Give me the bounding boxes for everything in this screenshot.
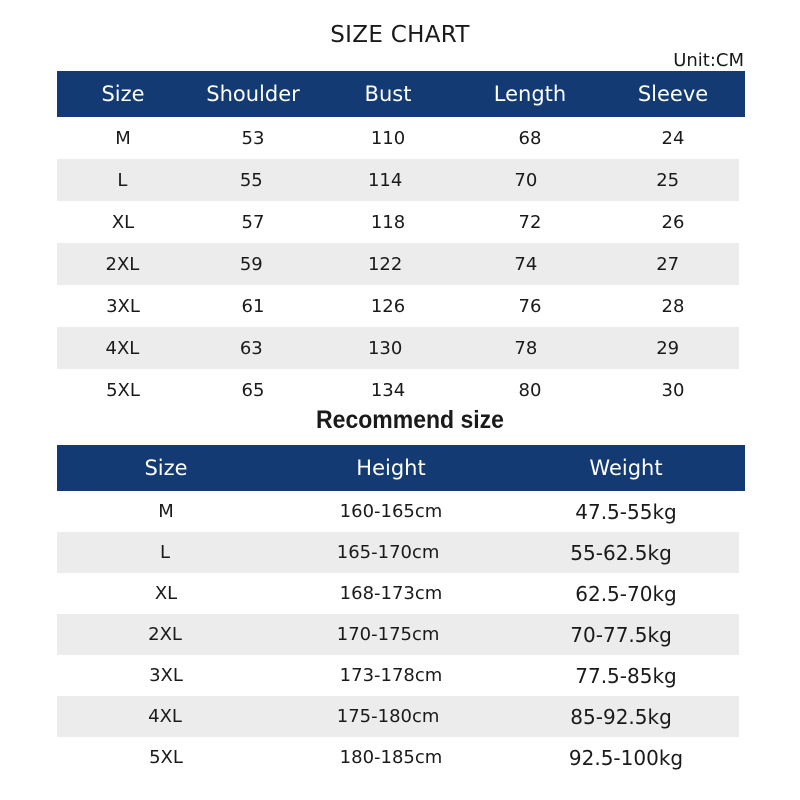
table-cell: 126 — [370, 295, 406, 317]
header-height: Height — [356, 456, 426, 480]
header-size: Size — [144, 456, 188, 480]
table-cell: 2XL — [105, 253, 140, 275]
table-cell: 134 — [370, 379, 406, 401]
table-cell: 59 — [239, 253, 263, 275]
table-cell: 4XL — [105, 337, 140, 359]
table-row — [57, 117, 745, 159]
table-row — [57, 737, 745, 778]
table-cell: 2XL — [148, 624, 182, 645]
table-cell: M — [158, 501, 174, 522]
table-row — [57, 201, 745, 243]
table-cell: XL — [111, 211, 135, 233]
table-cell: 118 — [370, 211, 406, 233]
table-row — [57, 491, 745, 532]
table-cell: 26 — [661, 211, 685, 233]
table-cell: XL — [154, 583, 178, 604]
table-cell: 170-175cm — [336, 624, 440, 645]
table-cell: 175-180cm — [336, 706, 440, 727]
table-cell: 92.5-100kg — [568, 745, 684, 770]
table-cell: 70 — [514, 169, 538, 191]
table-cell: 4XL — [148, 706, 182, 727]
table-cell: 76 — [518, 295, 542, 317]
table-row — [57, 532, 739, 573]
table-cell: 122 — [367, 253, 403, 275]
header-bust: Bust — [364, 82, 412, 106]
table-cell: 29 — [656, 337, 680, 359]
table-cell: 65 — [241, 379, 265, 401]
table-cell: 24 — [661, 127, 685, 149]
table-cell: 110 — [370, 127, 406, 149]
table-cell: 3XL — [106, 295, 140, 317]
table-cell: 55-62.5kg — [570, 540, 672, 565]
table-row — [57, 285, 745, 327]
header-shoulder: Shoulder — [206, 82, 300, 106]
table-cell: 61 — [241, 295, 265, 317]
table-cell: 74 — [514, 253, 538, 275]
table-cell: 63 — [239, 337, 263, 359]
table-cell: 5XL — [149, 747, 183, 768]
table-cell: 5XL — [106, 379, 140, 401]
table-cell: 130 — [367, 337, 403, 359]
recommend-header — [57, 445, 745, 491]
table-cell: 180-185cm — [339, 747, 443, 768]
recommend-size-title: Recommend size — [316, 406, 504, 434]
size-chart-table — [57, 71, 745, 411]
table-row — [57, 614, 739, 655]
table-row — [57, 655, 745, 696]
table-cell: 3XL — [149, 665, 183, 686]
header-size: Size — [101, 82, 145, 106]
table-cell: 57 — [241, 211, 265, 233]
table-row — [57, 696, 739, 737]
table-cell: 55 — [239, 169, 263, 191]
header-length: Length — [493, 82, 567, 106]
size-chart-header — [57, 71, 745, 117]
header-weight: Weight — [589, 456, 663, 480]
table-cell: 165-170cm — [336, 542, 440, 563]
table-cell: 25 — [656, 169, 680, 191]
table-cell: 70-77.5kg — [570, 622, 672, 647]
table-cell: 68 — [518, 127, 542, 149]
table-cell: 80 — [518, 379, 542, 401]
unit-label: Unit:CM — [673, 50, 744, 71]
table-row — [57, 243, 739, 285]
table-cell: 173-178cm — [339, 665, 443, 686]
table-row — [57, 573, 745, 614]
table-cell: L — [117, 169, 128, 191]
table-cell: 62.5-70kg — [575, 581, 677, 606]
table-cell: 78 — [514, 337, 538, 359]
recommend-size-table — [57, 445, 745, 778]
table-cell: 28 — [661, 295, 685, 317]
table-cell: 160-165cm — [339, 501, 443, 522]
header-sleeve: Sleeve — [637, 82, 709, 106]
table-cell: 85-92.5kg — [570, 704, 672, 729]
table-cell: 114 — [367, 169, 403, 191]
table-cell: 47.5-55kg — [575, 499, 677, 524]
table-cell: 53 — [241, 127, 265, 149]
table-cell: 30 — [661, 379, 685, 401]
table-cell: 27 — [656, 253, 680, 275]
table-cell: 168-173cm — [339, 583, 443, 604]
table-cell: L — [160, 542, 171, 563]
table-row — [57, 369, 745, 411]
table-cell: M — [115, 127, 131, 149]
page-title: SIZE CHART — [330, 22, 470, 48]
table-cell: 77.5-85kg — [575, 663, 677, 688]
table-row — [57, 327, 739, 369]
table-cell: 72 — [518, 211, 542, 233]
table-row — [57, 159, 739, 201]
